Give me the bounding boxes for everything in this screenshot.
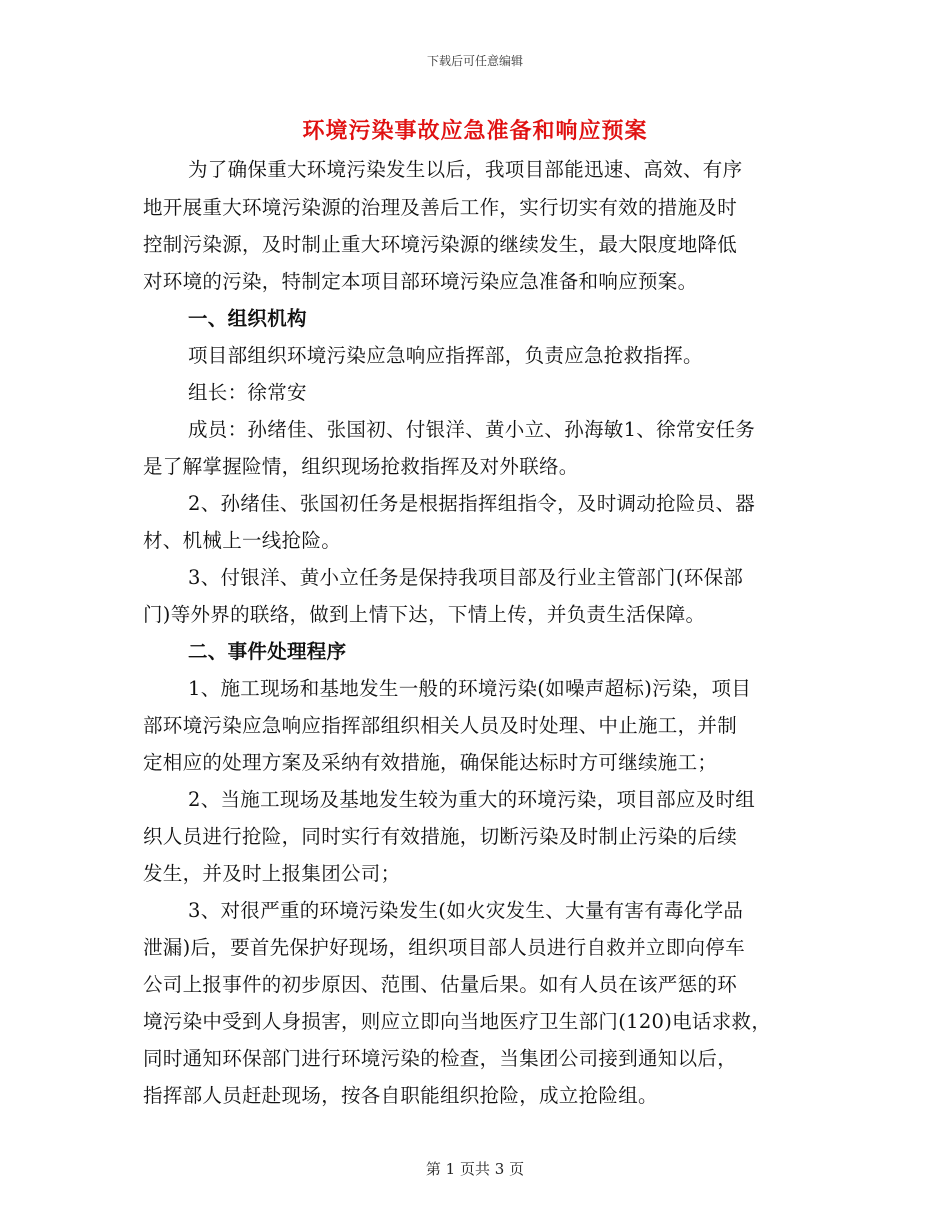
section-heading: 二、事件处理程序 <box>188 640 347 663</box>
paragraph-line: 2、孙绪佳、张国初任务是根据指挥组指令，及时调动抢险员、器 <box>188 492 756 515</box>
paragraph-line: 织人员进行抢险，同时实行有效措施，切断污染及时制止污染的后续 <box>143 825 738 848</box>
paragraph-line: 定相应的处理方案及采纳有效措施，确保能达标时方可继续施工； <box>143 751 718 774</box>
paragraph-line: 对环境的污染，特制定本项目部环境污染应急准备和响应预案。 <box>143 270 698 293</box>
paragraph-line: 项目部组织环境污染应急响应指挥部，负责应急抢救指挥。 <box>188 344 703 367</box>
paragraph-line: 为了确保重大环境污染发生以后，我项目部能迅速、高效、有序 <box>188 158 743 181</box>
paragraph-line: 部环境污染应急响应指挥部组织相关人员及时处理、中止施工，并制 <box>143 714 738 737</box>
paragraph-line: 境污染中受到人身损害，则应立即向当地医疗卫生部门(120)电话求救， <box>143 1010 772 1033</box>
paragraph-line: 3、付银洋、黄小立任务是保持我项目部及行业主管部门(环保部 <box>188 566 744 589</box>
paragraph-line: 指挥部人员赶赴现场，按各自职能组织抢险，成立抢险组。 <box>143 1084 658 1107</box>
paragraph-line: 地开展重大环境污染源的治理及善后工作，实行切实有效的措施及时 <box>143 196 738 219</box>
paragraph-line: 2、当施工现场及基地发生较为重大的环境污染，项目部应及时组 <box>188 788 756 811</box>
document-title: 环境污染事故应急准备和响应预案 <box>302 118 648 144</box>
section-heading: 一、组织机构 <box>188 307 307 330</box>
paragraph-line: 发生，并及时上报集团公司； <box>143 862 401 885</box>
paragraph-line: 泄漏)后，要首先保护好现场，组织项目部人员进行自救并立即向停车 <box>143 936 745 959</box>
paragraph-line: 成员：孙绪佳、张国初、付银洋、黄小立、孙海敏1、徐常安任务 <box>188 418 756 441</box>
paragraph-line: 公司上报事件的初步原因、范围、估量后果。如有人员在该严惩的环 <box>143 973 738 996</box>
header-note: 下载后可任意编辑 <box>426 54 523 68</box>
paragraph-line: 控制污染源，及时制止重大环境污染源的继续发生，最大限度地降低 <box>143 233 738 256</box>
paragraph-line: 组长：徐常安 <box>188 381 307 404</box>
page-number: 第 1 页共 3 页 <box>425 1160 525 1178</box>
paragraph-line: 是了解掌握险情，组织现场抢救指挥及对外联络。 <box>143 455 579 478</box>
paragraph-line: 同时通知环保部门进行环境污染的检查，当集团公司接到通知以后， <box>143 1047 738 1070</box>
paragraph-line: 1、施工现场和基地发生一般的环境污染(如噪声超标)污染，项目 <box>188 677 752 700</box>
paragraph-line: 材、机械上一线抢险。 <box>143 529 342 552</box>
paragraph-line: 门)等外界的联络，做到上情下达，下情上传，并负责生活保障。 <box>143 603 706 626</box>
paragraph-line: 3、对很严重的环境污染发生(如火灾发生、大量有害有毒化学品 <box>188 899 744 922</box>
